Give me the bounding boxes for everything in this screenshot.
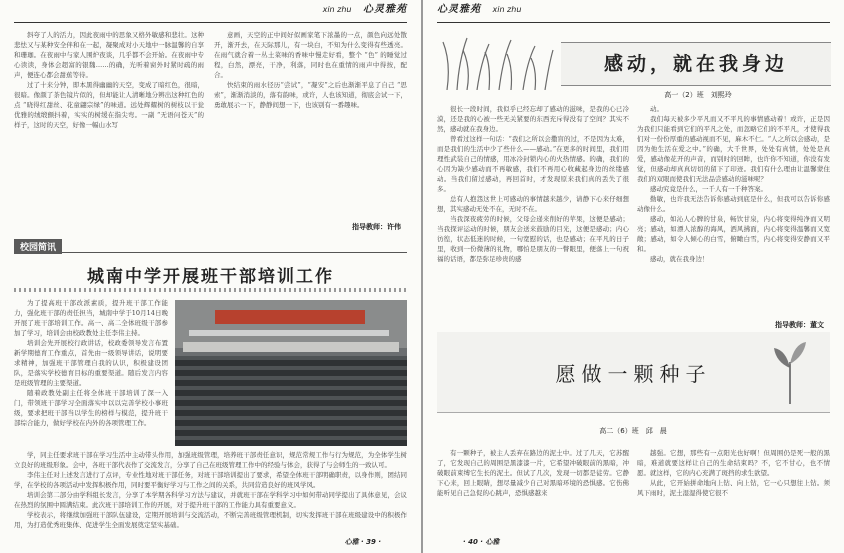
left-page	[0, 0, 421, 553]
paragraph: 随着政教处副主任将全体班干部培训了深一入门，带领班干部学习全面落实中以以完善学校小事班级，要求把班干部当以学生的榜样与模范，提升班干部综合能力，做好学校在内外的各项管理工作。	[14, 389, 168, 427]
news-column	[14, 298, 168, 448]
page-number-left: 心雅 · 39 ·	[344, 538, 381, 546]
paragraph: 总有人抱怨这世上可感动的事情越来越少，请静下心来仔细想想，其实感动无处不在，无时不在。	[437, 195, 629, 213]
paragraph: 斜夸了人的活力，因此夜雨中的思象又格外敏感和悲壮。这种悲怯又与某种安全伴和在一起，凝聚成对小天地中一脉温馨的自享和珊珈。在夜雨中与家人围炉夜谈，几乎都不会开始。在夜雨中专心读读，身体会超富的银魏……的确，光听着窗外时紧时疏的雨声，便连心都会甜蕉等待。	[14, 31, 204, 79]
dotted-divider	[14, 288, 407, 292]
header-rule	[14, 22, 407, 23]
left-header	[323, 0, 407, 22]
header-column-name: 心灵雅苑	[437, 4, 481, 15]
header-column-name: 心灵雅苑	[363, 4, 407, 15]
paragraph: 李伟主任对上述发言进行了点评，专业性地对班干部任务，对班干部培训提出了要求，希望全体班干部明确职责，以身作则，团结同学，在学校的各项活动中发挥积极作用，同时要平衡好学习与工作之间的关系，共同营造良好的班风学风。	[14, 471, 407, 489]
paragraph: 动。	[650, 105, 663, 113]
header-rule	[437, 22, 830, 23]
paragraph: 感动，就在我身边！	[650, 255, 709, 263]
photo-desk	[183, 342, 399, 352]
paragraph: 感动，如沁人心脾的甘泉，畅饮甘泉，内心将变得纯净而又明亮；感动，如漂人浓醇的海风，洒风拂面，内心将变得温馨而又宽敞；感动，如令人倾心的白雪，俯瞰白雪，内心将变得安静而又平和。	[637, 215, 830, 253]
right-page	[423, 0, 844, 553]
essay-author: 高一（2）班 刘熙玲	[664, 91, 732, 99]
essay-column-2	[637, 104, 830, 318]
paragraph: 从此，它开始拼命地向上钻、向上钻，它一心只想往上钻。须风下雨时，泥土湿湿得使它很不	[637, 479, 830, 497]
paragraph: 越强。它想，那些有一点阳光也好啊！但周围仍是死一般的黑暗，难道就要这样让自己的生命结束吗？不，它不甘心，也不情愿。就这样，它的内心充满了斑挡的求生欲望。	[637, 449, 830, 477]
paragraph: 有一颗种子，被主人丢弃在路边的泥土中。过了几天，它苏醒了，它发现自己的周围是黑漆漆一片，它希望冲破眼前的黑暗，冲破眼前束缚它生长的泥土。但试了几次，发现一切都是徒劳。它静下心来，回上眼睛，想尽量减少自己对黑暗环境的恐惧感。它伤佛能听见自己急促的心跳声，恐惧感越来	[437, 449, 629, 497]
paragraph: 感动究竟是什么，一千人有一千种答案。	[650, 185, 767, 193]
essay-column-2	[214, 30, 407, 205]
header-pinyin: xin zhu	[492, 5, 522, 14]
seed-column-2	[637, 448, 830, 538]
meeting-photo	[175, 300, 407, 446]
photo-wall	[175, 300, 407, 348]
page-number-right: · 40 · 心雅	[463, 538, 500, 546]
seed-column-1	[437, 448, 629, 538]
photo-banner	[215, 310, 365, 324]
essay-signature: 指导教师：许伟	[352, 223, 401, 231]
section-bar	[14, 240, 407, 253]
paragraph: 过了十来分钟，即本黑得幽幽的天空，变成了暗红色，很暗，很暗。像颜了茶色镜片似的，但却能让人清晰地分辨出这种红色的点 “晓得红甜丝、花童翩宗绿”的味道。远处辉耀树的树枝以干瓮优雅的绒缎颤抖着，实实的树缓在指尖弯。一副 “无语问苍天”的样子，这时的天空，好像一幅山水写	[14, 81, 204, 129]
paragraph: 意画，天空的正中间好似画家笔下浓墨的一点，颜色向远处散开，渐开去，在天际那儿，有一块白，不知为什么变得有些透亮。在雨气就合着一丛土菜味的香味中慢走好看，整个 “色” 的睡觉过程，白然，漂亮，干净，利落，同时也在重情的雨声中得按，配合。	[214, 31, 407, 79]
paragraph: 培训会先开展校行政讲话，校政委领导发言布置新学期德育工作重点，首先由一级领导讲话，说明要求精神，加强班干部管理自我的认识，积极建设团队，是落实学校德育目标的重要渠道。随后发言内容是班级管理的主要渠道。	[14, 339, 168, 387]
seed-title: 愿做一颗种子	[555, 362, 712, 386]
paragraph: 曾看过这样一句话：“我们之所以会撒盲的过，不是因为太难，而是我们的生活中少了些什么——感动。”在更多的时间里，我们用理性武装自己的情感，用冰冷封锁内心的火热情感。的确，我们的心因为缺少感动而不再敏感，我们不再用心收藏起身边的丝缕感动。当我们留过感动，再回首时，才发现原来我们真的丢失了很多。	[437, 135, 629, 193]
paragraph: 快结束的雨水径历“尝试”，“凝安”之后也渐渐平息了自己 “思索”，渐渐消淡的，落有韵味，或许，人也该知道，彻底会试一下，勇敢展示一下，静静间想一下，也该别有一番趣味。	[214, 81, 407, 109]
header-pinyin: xin zhu	[322, 5, 352, 14]
photo-audience	[175, 356, 407, 446]
news-full-width	[14, 450, 407, 538]
paragraph: 勤敏，也许我无法告诉你感动到底是什么，但我可以告诉你感动像什么。	[637, 195, 830, 213]
essay-signature: 指导教师：董文	[775, 321, 824, 329]
paragraph: 培训会第二部分由学科组长发言，分享了本学期各科学习方法与建议，并就班干部在学科学习中如何带动同学提出了具体意见，会议在热烈的氛围中圆满结束。此次班干部培训工作的开展，对于提升班干部的工作能力具有重要意义。	[14, 491, 407, 509]
paragraph: 我们每天被多少平凡而又不平凡的事情感动着！或许，正是因为我们只能看到它们的平凡之处，而忽略它们的不平凡，才使得我们对一份份厚重的感动视而不见，麻木不仁。“人之所以会感动，是因为他生活在爱之中。”的确，大千世界，处处有真情，处处是真爱，感动像花开的声音，而别时的回眸，也许你不知道，你没有发觉，但感动却真真切切的留下了印迹。我们有什么理由让温馨蒙住我们的双眼而使我们无法品尝感动的滋味呢？	[637, 115, 830, 183]
essay-title-box	[561, 42, 831, 86]
seed-title-box	[437, 332, 830, 413]
grass-illustration	[437, 32, 557, 90]
right-header	[437, 0, 529, 22]
essay-column-1	[14, 30, 204, 235]
section-label: 校园简讯	[14, 239, 62, 254]
sprout-icon	[770, 338, 810, 404]
paragraph: 学校表示，将继续加强班干部队伍建设，定期开展培训与交流活动，不断完善班级管理机制，切实发挥班干部在班级建设中的积极作用，为打造优秀班集体、促进学生全面发展奠定坚实基础。	[14, 511, 407, 529]
paragraph: 很长一段时间，我似乎已经忘却了感动的滋味，是我的心已冷漠，还是我的心被一些无关紧要的东西充斥得没有了空间？其实不然，感动就在我身边。	[437, 105, 629, 133]
paragraph: 当我深夜疲劳的时候，父母会递来削好的苹果，这便是感动；当我探评运动的时候，朋友会送来鼓励的目光，这便是感动；内心彷徨，状态低迷的时候，一句宽慰的话，也是感动；在平凡的日子里，收到一份微薄的礼物，哪怕是朋友的一瞥眼里，便落上一句祝福的话语，都是弥足珍贵的感	[437, 215, 629, 263]
paragraph: 为了提高班干部改派素质，提升班干部工作能力，强化班干部的责任担当，城南中学于10月14日晚开展了班干部培训工作。高一、高二全体班级干部参加了学习，培训会由校政教处主任李伟主持。	[14, 299, 168, 337]
seed-author: 高二（6）班 邱 晨	[599, 427, 667, 435]
essay-title: 感动，就在我身边	[603, 53, 788, 75]
paragraph: 学，同主任要求班干部在学习生活中主动带头作用，加强班级管理，培养班干部责任意识，规范常规工作与行为规范，为全体学生树立良好的班级形象。会中，各班干部代表作了交流发言，分享了自己在班级管理工作中的经验与体会，获得了与会师生的一致认可。	[14, 451, 407, 469]
news-title: 城南中学开展班干部培训工作	[87, 267, 334, 287]
photo-screen	[189, 330, 389, 336]
essay-column-1	[437, 104, 629, 328]
